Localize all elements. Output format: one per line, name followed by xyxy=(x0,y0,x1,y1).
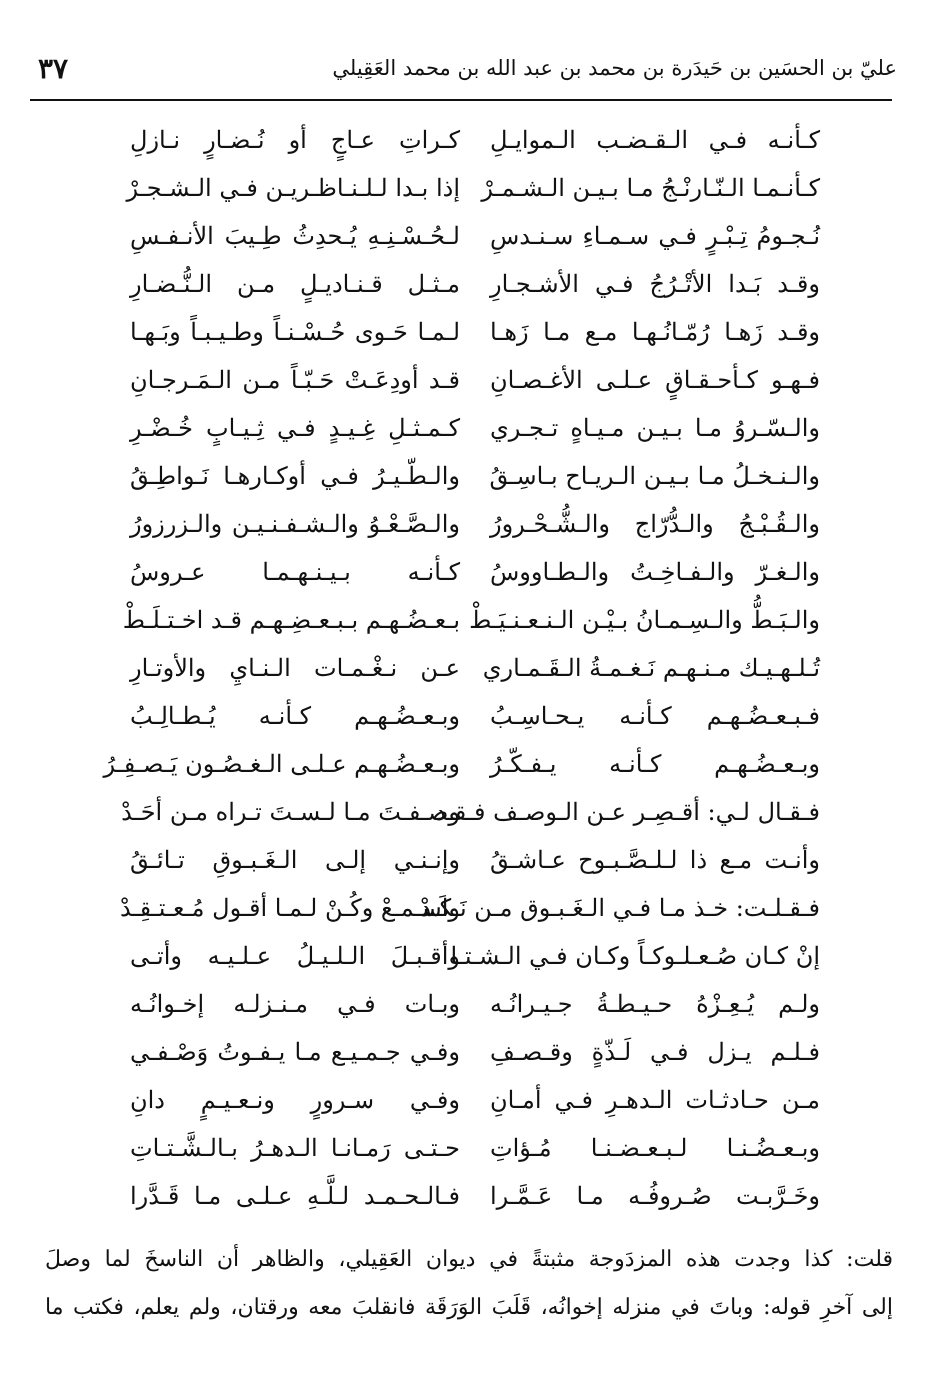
first-hemistich: تُـلـهـيـك مـنـهـم نَـغـمـةُ الـقَـمـاري xyxy=(482,654,820,682)
first-hemistich: والـنـخـلُ مـا بـيـن الـريـاح بـاسِـقُ xyxy=(489,462,820,490)
first-hemistich: وأنـت مـع ذا لـلـصَّـبـوح عـاشـقُ xyxy=(490,846,820,874)
editor-note xyxy=(45,1236,893,1332)
verse-line xyxy=(130,310,820,358)
first-hemistich: وقـد بَـدا الأتْـرُجُ فـي الأشـجـارِ xyxy=(490,270,820,298)
verse-line xyxy=(130,1030,820,1078)
second-hemistich: كـراتِ عـاجٍ أو نُـضـارٍ نـازلِ xyxy=(130,126,460,154)
second-hemistich: بـعـضُـهـم بـبـعـضِـهـم قـد اخـتـلَـطْ xyxy=(122,606,460,634)
first-hemistich: كـأنـمـا الـنّـارنْـجُ مـا بـيـن الـشـمـرْ xyxy=(481,174,820,202)
second-hemistich: لـحُـسْـنِـهِ يُـحدِثُ طِـيبَ الأنـفـسِ xyxy=(130,222,460,250)
verse-line xyxy=(130,1078,820,1126)
second-hemistich: وبـعـضُـهـم عـلـى الـغـصُـون يَـصـفِـرُ xyxy=(103,750,460,778)
first-hemistich: فـبـعـضُـهـم كـأنـه يـحـاسِـبُ xyxy=(490,702,820,730)
verse-line xyxy=(130,934,820,982)
first-hemistich: إنْ كـان صُـعـلـوكـاً وكـان فـي الـشـتـا xyxy=(450,942,820,970)
verse-line xyxy=(130,214,820,262)
verse-line xyxy=(130,982,820,1030)
header-divider xyxy=(30,99,892,101)
verse-line xyxy=(126,166,820,214)
second-hemistich: والـصَّـعْـوُ والـشـفـنـيـن والـزرزورُ xyxy=(130,510,460,538)
second-hemistich: إذا بـدا لـلـنـاظـريـن فـي الـشـجـرْ xyxy=(126,174,460,202)
second-hemistich: وصـفـتَ مـا لـسـتَ تـراه مـن أحَـدْ xyxy=(121,798,460,826)
verse-line xyxy=(130,1126,820,1174)
note-line: إلى آخرِ قوله: وباتَ في منزله إخوانُه، قَلَبَ الوَرَقَة فانقلبَ معه ورقتان، ولم يعلم، فكتب ما xyxy=(45,1295,893,1320)
verse-line xyxy=(130,646,820,694)
verse-line xyxy=(119,886,820,934)
verse-line xyxy=(130,358,820,406)
verse-line xyxy=(130,262,820,310)
first-hemistich: وخَـرَّبـت صُـروفُـه مـا عَـمَّـرا xyxy=(490,1182,820,1210)
second-hemistich: حـتـى رَمـانـا الـدهـرُ بـالـشَّـتـاتِ xyxy=(130,1134,460,1162)
second-hemistich: قـد أودِعَـتْ حَـبّـاً مـن الـمَـرجـانِ xyxy=(130,366,460,394)
verse-line xyxy=(130,838,820,886)
header-title: عليّ بن الحسَين بن حَيدَرة بن محمد بن عبد الله بن محمد العَقِيلي xyxy=(332,56,897,80)
first-hemistich: فـلـم يـزل فـي لَـذّةٍ وقـصـفِ xyxy=(490,1038,820,1066)
verse-line xyxy=(130,118,820,166)
second-hemistich: لـمـا حَـوى حُـسْـنـاً وطـيـبـاً وبَـهـا xyxy=(130,318,460,346)
poem xyxy=(103,118,820,1222)
first-hemistich: والـقُـبْـجُ والـدُّرّاج والـشُّـحْـرورُ xyxy=(490,510,820,538)
verse-line xyxy=(103,742,820,790)
second-hemistich: واسـمـعْ وكُـنْ لـمـا أقـول مُـعـتـقِـدْ xyxy=(119,894,460,922)
second-hemistich: وبـعـضُـهـم كـأنـه يُـطـالِـبُ xyxy=(130,702,460,730)
second-hemistich: وبـات فـي مـنـزلـه إخـوانُـه xyxy=(130,990,460,1018)
verse-line xyxy=(122,598,820,646)
verse-line xyxy=(121,790,820,838)
second-hemistich: مـثـل قـنـاديـلٍ مـن الـنُّـضـارِ xyxy=(130,270,460,298)
first-hemistich: والـبَـطُّ والـسِـمـانُ بـيْـن الـنـعـنـيَـطْ xyxy=(469,606,820,634)
page-number: ٣٧ xyxy=(38,52,69,85)
running-header xyxy=(30,48,897,100)
verse-line xyxy=(130,502,820,550)
second-hemistich: كـمـثـلِ غِـيـدٍ فـي ثِـيـابٍ خُـضْـرِ xyxy=(130,414,460,442)
verse-line xyxy=(130,406,820,454)
first-hemistich: والـسّـروُ مـا بـيـن مـيـاهٍ تـجـري xyxy=(490,414,820,442)
first-hemistich: فـقـال لـي: أقـصِـر عـن الـوصـف فـقـد xyxy=(435,798,820,826)
second-hemistich: والـطّـيـرُ فـي أوكـارهـا نَـواطِـقُ xyxy=(130,462,460,490)
first-hemistich: والـغـرّ والـفـاخِـتُ والـطـاووسُ xyxy=(490,558,820,586)
first-hemistich: فـهـو كـأحـقـاقٍ عـلـى الأغـصـانِ xyxy=(490,366,820,394)
first-hemistich: وبـعـضُـهـم كـأنـه يـفـكّـرُ xyxy=(490,750,820,778)
first-hemistich: ولـم يُـعِـزْهُ حـيـطـةُ جـيـرانُـه xyxy=(490,990,820,1018)
first-hemistich: وبـعـضُـنـا لـبـعـضـنـا مُـؤاتِ xyxy=(490,1134,820,1162)
note-line: قلت: كذا وجدت هذه المزدَوجة مثبتةً في ديوان العَقِيلي، والظاهر أن الناسخَ لما وصلَ xyxy=(45,1247,894,1272)
second-hemistich: وأقـبـلَ الـلـيـلُ عـلـيـه وأتـى xyxy=(130,942,460,970)
first-hemistich: نُـجـومُ تِـبْـرٍ فـي سـمـاءِ سـنـدسِ xyxy=(490,222,820,250)
first-hemistich: فـقـلـت: خـذ مـا فـي الـغَـبـوق مـن نَـكَـدْ xyxy=(420,894,820,922)
second-hemistich: عـن نـغْـمـات الـنـايِ والأوتـارِ xyxy=(130,654,460,682)
verse-line xyxy=(130,454,820,502)
first-hemistich: مـن حـادثـات الـدهـرِ فـي أمـانِ xyxy=(490,1086,820,1114)
verse-line xyxy=(130,550,820,598)
second-hemistich: وإنـنـي إلـى الـغَـبـوقِ تـائـقُ xyxy=(130,846,460,874)
second-hemistich: وفـي سـرورٍ ونـعـيـمٍ دانِ xyxy=(130,1086,460,1114)
second-hemistich: وفـي جـمـيـع مـا يـفـوتُ وَصْـفـي xyxy=(130,1038,460,1066)
verse-line xyxy=(130,1174,820,1222)
verse-line xyxy=(130,694,820,742)
first-hemistich: كـأنـه فـي الـقـضـب الـموايـلِ xyxy=(490,126,820,154)
first-hemistich: وقـد زَهـا رُمّـانُـهـا مـع مـا زَهـا xyxy=(490,318,820,346)
second-hemistich: كـأنـه بـيـنـهـمـا عـروسُ xyxy=(130,558,460,586)
second-hemistich: فـالـحـمـد لـلَّـهِ عـلـى مـا قَـدَّرا xyxy=(130,1182,460,1210)
